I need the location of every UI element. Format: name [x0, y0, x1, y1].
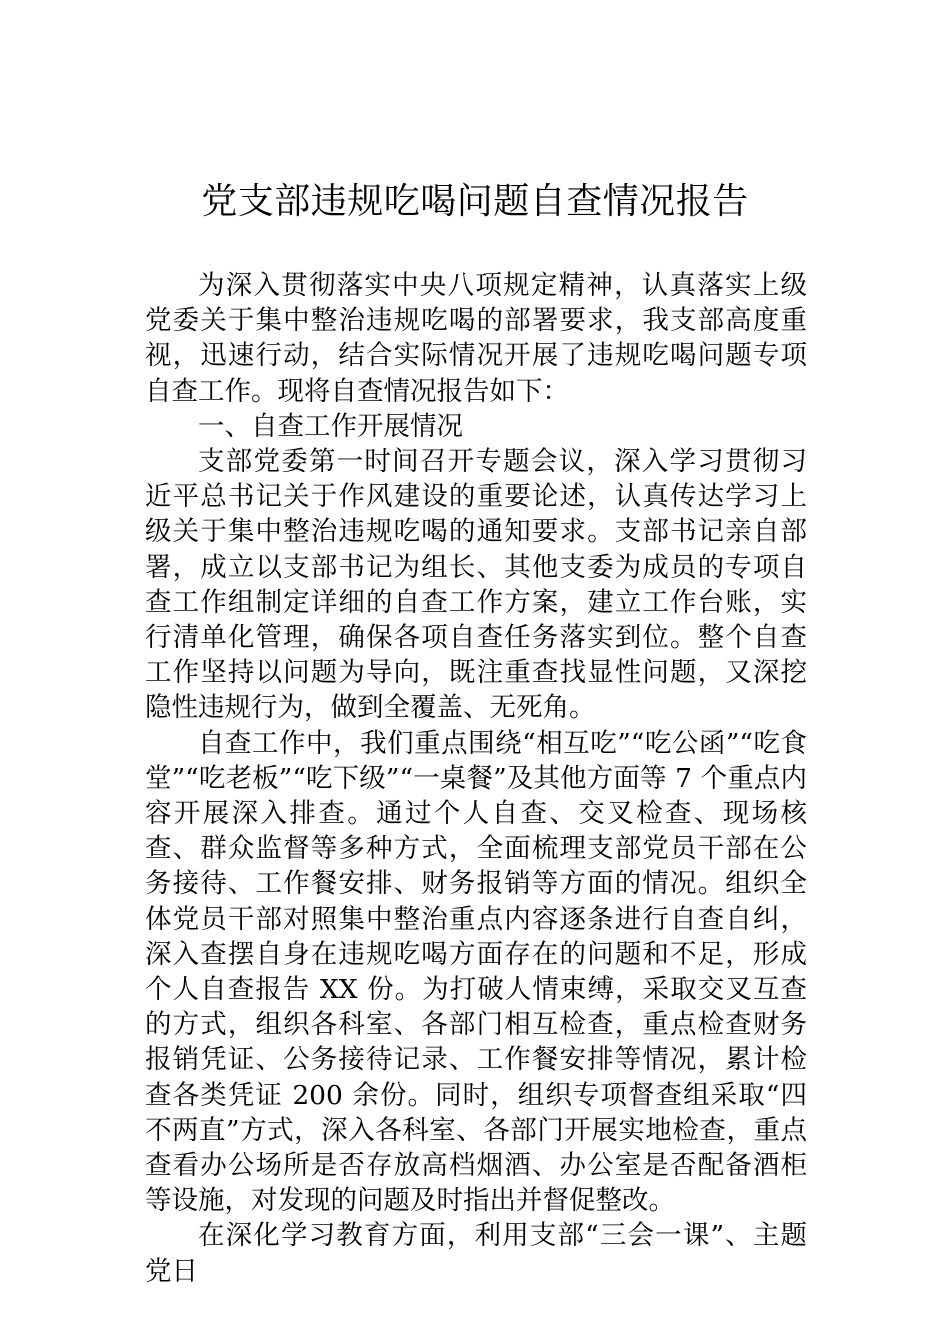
document-title: 党支部违规吃喝问题自查情况报告 — [201, 181, 749, 222]
document-body — [145, 268, 807, 1289]
paragraph-intro: 为深入贯彻落实中央八项规定精神，认真落实上级党委关于集中整治违规吃喝的部署要求，我支部高度重视，迅速行动，结合实际情况开展了违规吃喝问题专项自查工作。现将自查情况报告如下： — [145, 270, 807, 407]
paragraph-education: 在深化学习教育方面，利用支部“三会一课”、主题党日 — [145, 1220, 807, 1287]
section-heading-1: 一、自查工作开展情况 — [198, 410, 463, 442]
paragraph-organization: 支部党委第一时间召开专题会议，深入学习贯彻习近平总书记关于作风建设的重要论述，认真传达学习上级关于集中整治违规吃喝的通知要求。支部书记亲自部署，成立以支部书记为组长、其他支委为成员的专项自查工作组制定详细的自查工作方案，建立工作台账，实行清单化管理，确保各项自查任务落实到位。整个自查工作坚持以问题为导向，既注重查找显性问题，又深挖隐性违规行为，做到全覆盖、无死角。 — [145, 446, 807, 724]
paragraph-inspection: 自查工作中，我们重点围绕“相互吃”“吃公函”“吃食堂”“吃老板”“吃下级”“一桌餐”及其他方面等 7 个重点内容开展深入排查。通过个人自查、交叉检查、现场核查、群众监督等多种方式，全面梳理支部党员干部在公务接待、工作餐安排、财务报销等方面的情况。组织全体党员干部对照集中整治重点内容逐条进行自查自纠，深入查摆自身在违规吃喝方面存在的问题和不足，形成个人自查报告 XX 份。为打破人情束缚，采取交叉互查的方式，组织各科室、各部门相互检查，重点检查财务报销凭证、公务接待记录、工作餐安排等情况，累计检查各类凭证 200 余份。同时，组织专项督查组采取“四不两直”方式，深入各科室、各部门开展实地检查，重点查看办公场所是否存放高档烟酒、办公室是否配备酒柜等设施，对发现的问题及时指出并督促整改。 — [145, 727, 807, 1217]
